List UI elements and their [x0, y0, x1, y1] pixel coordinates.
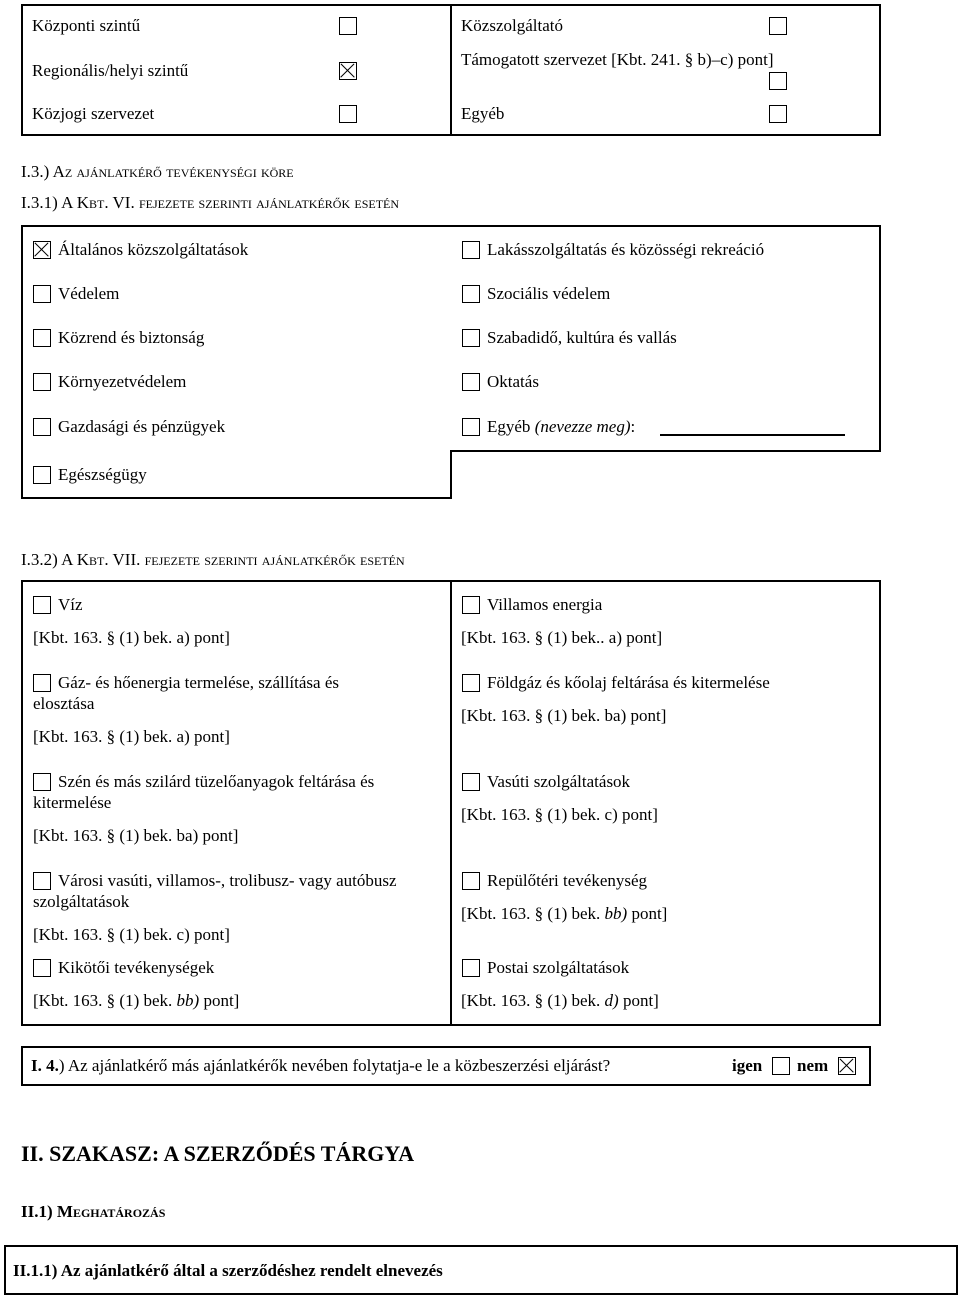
label-oktatas: Oktatás — [487, 372, 539, 391]
checkbox-nem[interactable] — [838, 1057, 856, 1075]
ref-varosi: [Kbt. 163. § (1) bek. c) pont] — [33, 925, 230, 944]
label-foldgaz: Földgáz és kőolaj feltárása és kitermelése — [487, 673, 770, 692]
checkbox-egyeb-level[interactable] — [769, 105, 787, 123]
label-szen-line2: kitermelése — [33, 793, 112, 812]
label-vasuti: Vasúti szolgáltatások — [487, 772, 631, 791]
checkbox-szabadido[interactable] — [462, 329, 480, 347]
ref-viz: [Kbt. 163. § (1) bek. a) pont] — [33, 628, 230, 647]
label-regionalis: Regionális/helyi szintű — [32, 61, 189, 80]
label-gaz-line1: Gáz- és hőenergia termelése, szállítása és — [58, 673, 339, 692]
label-szabadido: Szabadidő, kultúra és vallás — [487, 328, 677, 347]
label-kozszolgaltato: Közszolgáltató — [461, 16, 563, 35]
ref-kikoto — [33, 991, 239, 1011]
ref-repulo-a: [Kbt. 163. § (1) bek. — [461, 904, 605, 923]
label-kozponti: Központi szintű — [32, 16, 141, 35]
ref-postai-a: [Kbt. 163. § (1) bek. — [461, 991, 605, 1010]
label-vedelem: Védelem — [58, 284, 120, 303]
i31-box-left — [21, 225, 23, 499]
section-ii-heading: II. SZAKASZ: A SZERZŐDÉS TÁRGYA — [21, 1141, 415, 1166]
heading-i31: I.3.1) A Kbt. VI. fejezete szerinti ajánlatkérők esetén — [21, 193, 400, 212]
label-egyeb-level: Egyéb — [461, 104, 505, 123]
ref-vasuti: [Kbt. 163. § (1) bek. c) pont] — [461, 805, 658, 824]
ref-repulo-c: pont] — [627, 904, 668, 923]
i31-box-mid-vertical — [450, 450, 452, 499]
label-egyeb-word: Egyéb — [487, 417, 531, 436]
checkbox-egyeb-activity[interactable] — [462, 418, 480, 436]
checkbox-kozszolgaltato[interactable] — [769, 17, 787, 35]
label-kozrend: Közrend és biztonság — [58, 328, 205, 347]
i31-box-top — [21, 225, 881, 227]
ref-repulo — [461, 904, 667, 924]
checkbox-altalanos[interactable] — [33, 241, 51, 259]
label-lakas: Lakásszolgáltatás és közösségi rekreáció — [487, 240, 765, 259]
i31-box-right — [879, 225, 881, 452]
i4-nem-label: nem — [797, 1056, 829, 1075]
heading-i32: I.3.2) A Kbt. VII. fejezete szerinti ajánlatkérők esetén — [21, 550, 405, 569]
label-viz: Víz — [58, 595, 83, 614]
ref-postai — [461, 991, 659, 1011]
label-szocialis: Szociális védelem — [487, 284, 611, 303]
ref-postai-b: d) — [604, 991, 619, 1010]
heading-i3: I.3.) Az ajánlatkérő tevékenységi köre — [21, 162, 294, 181]
checkbox-szocialis[interactable] — [462, 285, 480, 303]
checkbox-szen[interactable] — [33, 773, 51, 791]
checkbox-vasuti[interactable] — [462, 773, 480, 791]
i4-igen-label: igen — [732, 1056, 763, 1075]
label-egyeb-colon: : — [630, 417, 636, 436]
i4-label: I. 4. — [31, 1056, 59, 1075]
ref-kikoto-c: pont] — [199, 991, 240, 1010]
label-gaz-line2: elosztása — [33, 694, 95, 713]
ref-kikoto-b: bb) — [176, 991, 200, 1010]
egyeb-fill-line[interactable] — [660, 434, 845, 436]
checkbox-repulo[interactable] — [462, 872, 480, 890]
checkbox-postai[interactable] — [462, 959, 480, 977]
i4-question — [31, 1056, 610, 1076]
label-egyeb-activity — [487, 417, 635, 437]
checkbox-kikoto[interactable] — [33, 959, 51, 977]
label-postai: Postai szolgáltatások — [487, 958, 630, 977]
checkbox-lakas[interactable] — [462, 241, 480, 259]
ref-szen: [Kbt. 163. § (1) bek. ba) pont] — [33, 826, 239, 845]
ref-repulo-b: bb) — [604, 904, 628, 923]
section-ii1-heading: II.1) Meghatározás — [21, 1202, 166, 1221]
checkbox-kozjogi[interactable] — [339, 105, 357, 123]
checkbox-vedelem[interactable] — [33, 285, 51, 303]
checkbox-egeszseg[interactable] — [33, 466, 51, 484]
i32-divider — [450, 580, 452, 1026]
checkbox-igen[interactable] — [772, 1057, 790, 1075]
label-kornyezet: Környezetvédelem — [58, 372, 187, 391]
checkbox-kornyezet[interactable] — [33, 373, 51, 391]
checkbox-gazdasagi[interactable] — [33, 418, 51, 436]
label-altalanos: Általános közszolgáltatások — [58, 240, 249, 259]
checkbox-tamogatott[interactable] — [769, 72, 787, 90]
ii11-label[interactable]: II.1.1) Az ajánlatkérő által a szerződéshez rendelt elnevezés — [13, 1261, 443, 1280]
checkbox-gaz[interactable] — [33, 674, 51, 692]
i4-question-text: ) Az ajánlatkérő más ajánlatkérők nevében folytatja-e le a közbeszerzési eljárást? — [58, 1056, 611, 1075]
checkbox-foldgaz[interactable] — [462, 674, 480, 692]
i31-box-bottom — [21, 497, 452, 499]
label-villamos: Villamos energia — [487, 595, 603, 614]
label-kikoto: Kikötői tevékenységek — [58, 958, 215, 977]
checkbox-kozponti[interactable] — [339, 17, 357, 35]
label-kozjogi: Közjogi szervezet — [32, 104, 155, 123]
ref-kikoto-a: [Kbt. 163. § (1) bek. — [33, 991, 177, 1010]
org-level-divider — [450, 4, 452, 136]
label-nevezze-meg: (nevezze meg) — [534, 417, 631, 436]
ref-gaz: [Kbt. 163. § (1) bek. a) pont] — [33, 727, 230, 746]
checkbox-kozrend[interactable] — [33, 329, 51, 347]
checkbox-viz[interactable] — [33, 596, 51, 614]
checkbox-varosi[interactable] — [33, 872, 51, 890]
label-szen-line1: Szén és más szilárd tüzelőanyagok feltárása és — [58, 772, 375, 791]
i31-box-mid-horizontal — [450, 450, 881, 452]
checkbox-regionalis[interactable] — [339, 62, 357, 80]
label-varosi-line2: szolgáltatások — [33, 892, 130, 911]
checkbox-villamos[interactable] — [462, 596, 480, 614]
checkbox-oktatas[interactable] — [462, 373, 480, 391]
label-varosi-line1: Városi vasúti, villamos-, trolibusz- vagy autóbusz — [58, 871, 397, 890]
label-tamogatott: Támogatott szervezet [Kbt. 241. § b)–c) pont] — [461, 50, 774, 69]
ref-villamos: [Kbt. 163. § (1) bek.. a) pont] — [461, 628, 663, 647]
label-gazdasagi: Gazdasági és pénzügyek — [58, 417, 226, 436]
label-repulo: Repülőtéri tevékenység — [487, 871, 648, 890]
label-egeszseg: Egészségügy — [58, 465, 147, 484]
ref-postai-c: pont] — [618, 991, 659, 1010]
ref-foldgaz: [Kbt. 163. § (1) bek. ba) pont] — [461, 706, 667, 725]
